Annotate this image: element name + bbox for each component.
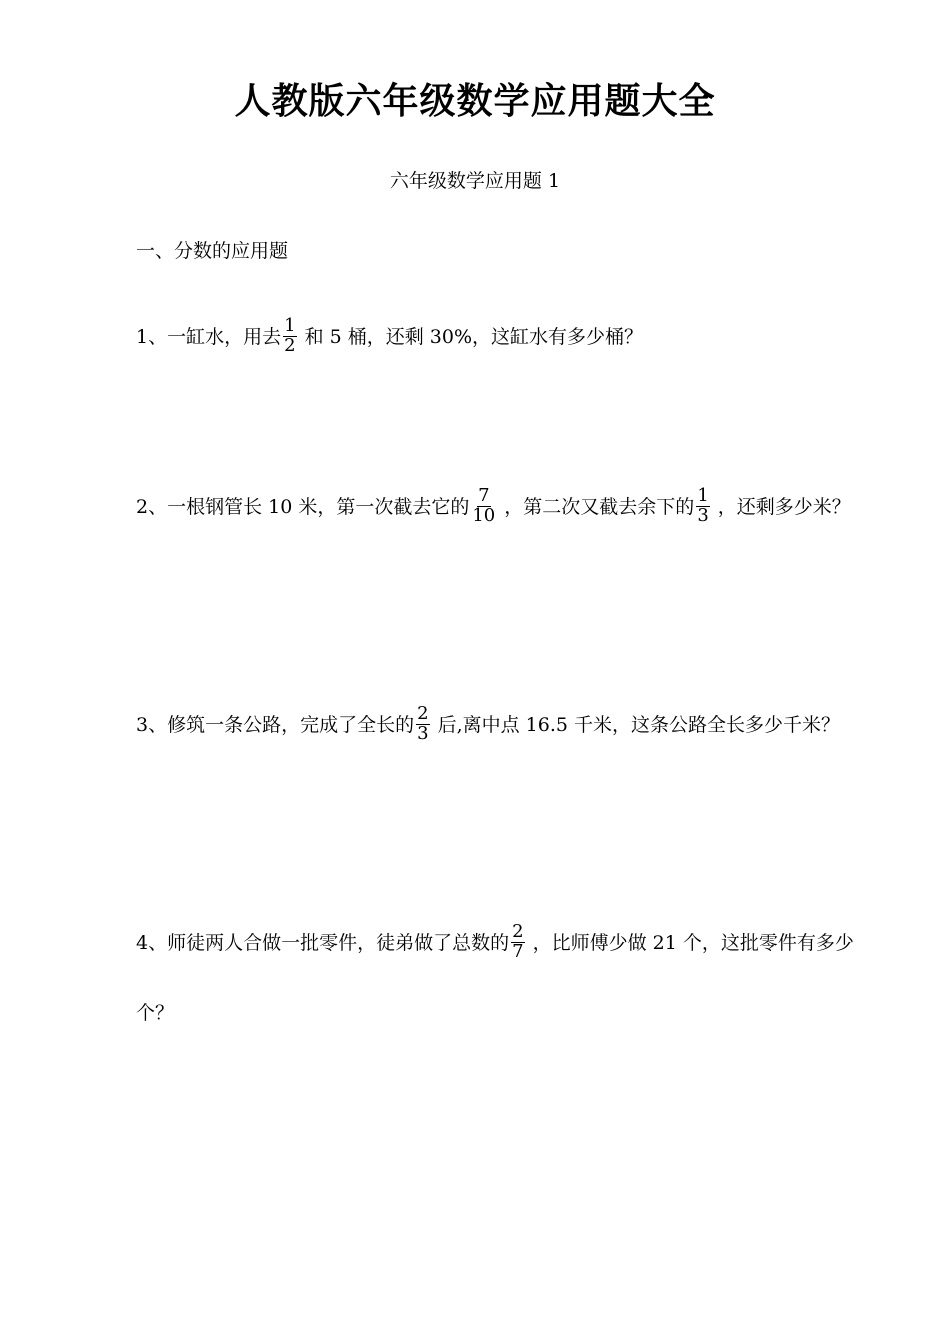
problem-2	[136, 472, 864, 542]
fraction-denominator: 3	[417, 722, 429, 744]
problem-3-text-a: 3、修筑一条公路，完成了全长的	[136, 714, 415, 736]
problem-4	[136, 908, 864, 1048]
problem-3	[136, 690, 864, 760]
page-title: 人教版六年级数学应用题大全	[234, 81, 716, 122]
fraction-numerator: 2	[512, 920, 524, 942]
fraction-numerator: 2	[417, 702, 429, 724]
problem-2-text-a: 2、一根钢管长 10 米，第一次截去它的	[136, 496, 470, 518]
fraction	[471, 484, 496, 526]
fraction-denominator: 2	[284, 334, 296, 356]
fraction-denominator: 3	[697, 504, 709, 526]
problem-1-text-b: 和 5 桶，还剩 30%，这缸水有多少桶？	[298, 326, 644, 348]
problem-2-text-c: ，还剩多少米？	[711, 496, 851, 518]
problem-3-text-b: 后,离中点 16.5 千米，这条公路全长多少千米？	[431, 714, 841, 736]
fraction-numerator: 7	[478, 484, 490, 506]
fraction-numerator: 1	[284, 314, 296, 336]
problem-2-text-b: ，第二次又截去余下的	[498, 496, 695, 518]
problem-4-text-a: 4、师徒两人合做一批零件，徒弟做了总数的	[136, 932, 510, 954]
fraction	[696, 484, 709, 526]
fraction	[511, 920, 524, 962]
page-subtitle: 六年级数学应用题 1	[389, 170, 561, 192]
fraction-denominator: 7	[512, 940, 524, 962]
fraction-numerator: 1	[697, 484, 709, 506]
fraction-denominator: 10	[472, 504, 496, 526]
section-heading: 一、分数的应用题	[136, 240, 289, 262]
fraction	[283, 314, 296, 356]
fraction	[416, 702, 429, 744]
problem-1-text-a: 1、一缸水，用去	[136, 326, 282, 348]
problem-1	[136, 302, 864, 372]
problem-4-text-b: ，比师傅少做 21 个，这批零件有多少个？	[136, 932, 854, 1024]
